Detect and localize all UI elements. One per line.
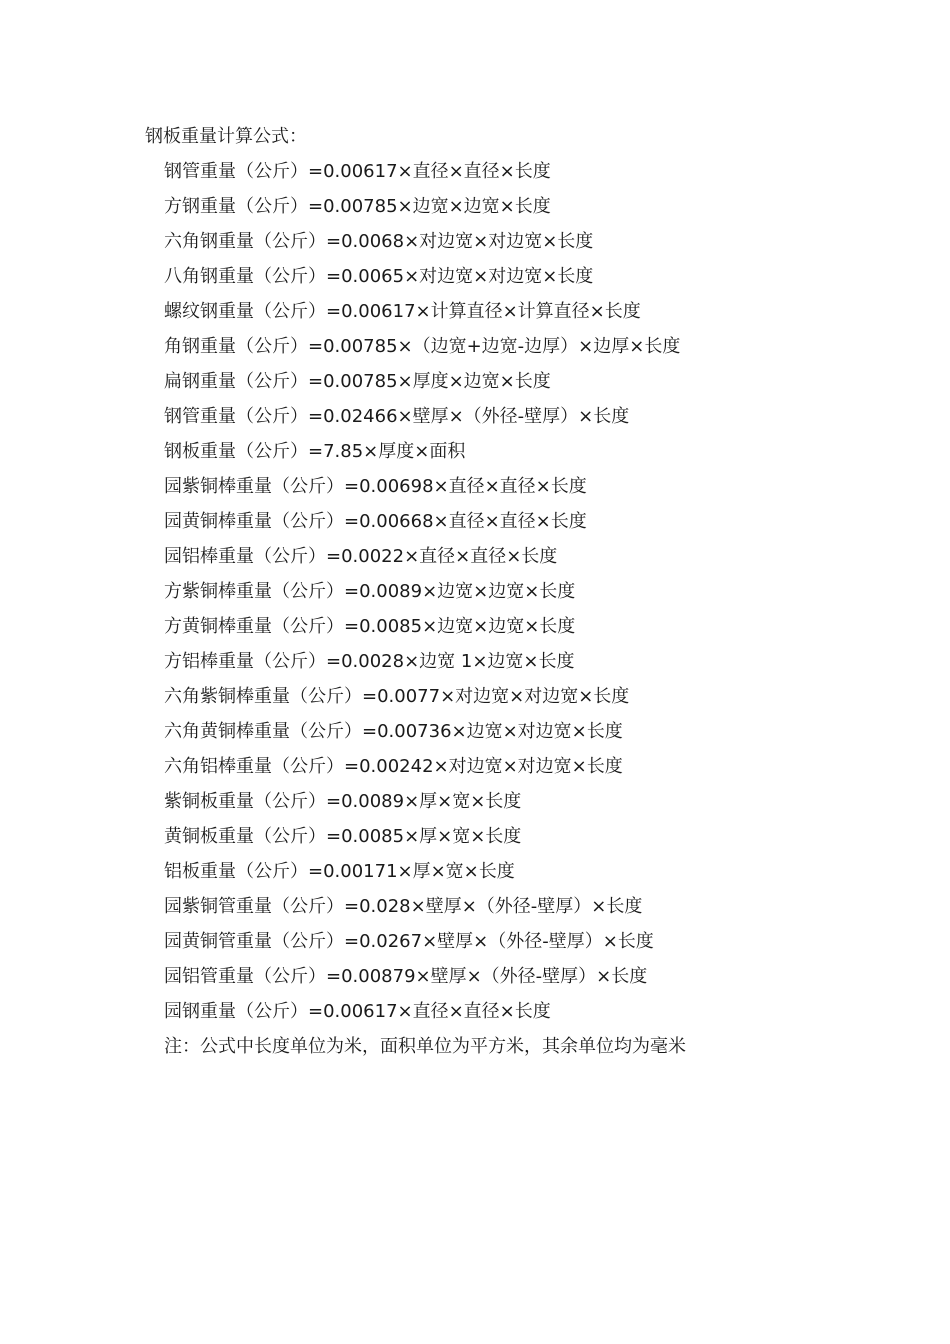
formula-line: 方钢重量（公斤）=0.00785×边宽×边宽×长度: [164, 196, 551, 217]
formula-line: 园黄铜管重量（公斤）=0.0267×壁厚×（外径-壁厚）×长度: [164, 931, 654, 952]
formula-line: 铝板重量（公斤）=0.00171×厚×宽×长度: [164, 861, 515, 882]
formula-line: 园铝棒重量（公斤）=0.0022×直径×直径×长度: [164, 546, 558, 567]
formula-line: 钢管重量（公斤）=0.02466×壁厚×（外径-壁厚）×长度: [164, 406, 630, 427]
formula-line: 八角钢重量（公斤）=0.0065×对边宽×对边宽×长度: [164, 266, 594, 287]
unit-note: 注：公式中长度单位为米，面积单位为平方米，其余单位均为毫米: [164, 1036, 686, 1057]
formula-line: 六角铝棒重量（公斤）=0.00242×对边宽×对边宽×长度: [164, 756, 623, 777]
formula-line: 园紫铜管重量（公斤）=0.028×壁厚×（外径-壁厚）×长度: [164, 896, 643, 917]
formula-line: 角钢重量（公斤）=0.00785×（边宽+边宽-边厚）×边厚×长度: [164, 336, 681, 357]
formula-line: 方铝棒重量（公斤）=0.0028×边宽 1×边宽×长度: [164, 651, 575, 672]
formula-line: 园黄铜棒重量（公斤）=0.00668×直径×直径×长度: [164, 511, 587, 532]
formula-line: 黄铜板重量（公斤）=0.0085×厚×宽×长度: [164, 826, 522, 847]
formula-line: 六角黄铜棒重量（公斤）=0.00736×边宽×对边宽×长度: [164, 721, 623, 742]
document-title: 钢板重量计算公式：: [145, 126, 307, 147]
formula-line: 六角紫铜棒重量（公斤）=0.0077×对边宽×对边宽×长度: [164, 686, 630, 707]
formula-line: 扁钢重量（公斤）=0.00785×厚度×边宽×长度: [164, 371, 551, 392]
formula-line: 园紫铜棒重量（公斤）=0.00698×直径×直径×长度: [164, 476, 587, 497]
formula-line: 园钢重量（公斤）=0.00617×直径×直径×长度: [164, 1001, 551, 1022]
formula-line: 钢管重量（公斤）=0.00617×直径×直径×长度: [164, 161, 551, 182]
formula-line: 园铝管重量（公斤）=0.00879×壁厚×（外径-壁厚）×长度: [164, 966, 648, 987]
formula-line: 方黄铜棒重量（公斤）=0.0085×边宽×边宽×长度: [164, 616, 576, 637]
formula-line: 方紫铜棒重量（公斤）=0.0089×边宽×边宽×长度: [164, 581, 576, 602]
formula-line: 紫铜板重量（公斤）=0.0089×厚×宽×长度: [164, 791, 522, 812]
formula-line: 六角钢重量（公斤）=0.0068×对边宽×对边宽×长度: [164, 231, 594, 252]
formula-list: [164, 159, 686, 1069]
formula-line: 钢板重量（公斤）=7.85×厚度×面积: [164, 441, 466, 462]
formula-line: 螺纹钢重量（公斤）=0.00617×计算直径×计算直径×长度: [164, 301, 641, 322]
